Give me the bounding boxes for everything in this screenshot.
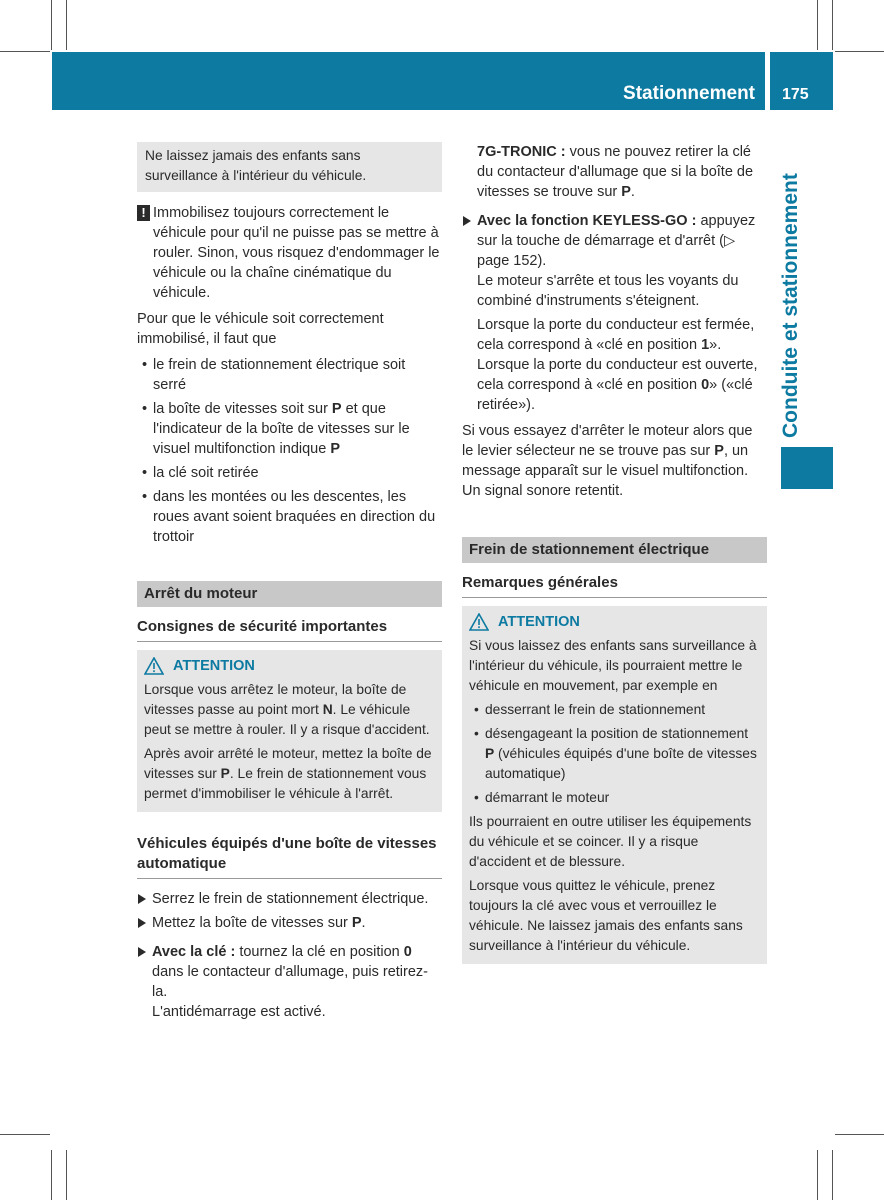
page-number-band [770, 52, 833, 110]
left-column [137, 142, 442, 1022]
note-text: Ne laissez jamais des enfants sans surveillance à l'intérieur du véhicule. [145, 148, 367, 183]
list-item [137, 399, 442, 459]
step-text [152, 913, 442, 933]
list-item [137, 463, 442, 483]
step-text [477, 211, 767, 271]
crop-mark [51, 0, 52, 50]
crop-mark [832, 0, 833, 50]
page-title: Stationnement [623, 83, 755, 104]
instruction-step [137, 913, 442, 933]
bold-text: Avec la fonction KEYLESS-GO : [477, 213, 697, 229]
subheading: Remarques générales [462, 573, 767, 598]
step-result: L'antidémarrage est activé. [152, 1004, 326, 1020]
section-title-bar: Frein de stationnement électrique [462, 537, 767, 563]
bullet-list [469, 700, 760, 808]
attention-text [144, 744, 435, 804]
attention-label: ATTENTION [173, 658, 255, 674]
warning-triangle-icon [144, 657, 164, 675]
crop-mark [51, 1150, 52, 1200]
subheading: Consignes de sécurité importantes [137, 617, 442, 642]
intro-text: Pour que le véhicule soit correctement immobilisé, il faut que [137, 311, 384, 347]
list-item-text: (véhicules équipés d'une boîte de vitesses automatique) [485, 746, 757, 781]
header-band [52, 52, 765, 110]
bold-text: P [351, 915, 362, 931]
list-item-text: dans les montées ou les descentes, les roues avant soient braquées en direction du trottoir [153, 489, 436, 545]
bullet-list [137, 355, 442, 547]
text: , un message apparaît sur le visuel multifonction. Un signal sonore retentit. [462, 443, 749, 499]
list-item [469, 724, 760, 784]
attention-text: Lorsque vous quittez le véhicule, prenez toujours la clé avec vous et verrouillez le véhicule. Ne laissez jamais des enfants sans surveillance à l'intérieur du véhicule. [469, 878, 743, 953]
side-tab-label: Conduite et stationnement [779, 173, 802, 438]
attention-text: Si vous laissez des enfants sans surveillance à l'intérieur du véhicule, ils pourraient mettre le véhicule en mouvement, par exemple en [469, 638, 757, 693]
text: dans le contacteur d'allumage, puis retirez-la. [152, 964, 428, 1000]
crop-mark [0, 51, 50, 52]
step-text: Serrez le frein de stationnement électrique. [152, 891, 429, 907]
crop-mark [835, 1134, 884, 1135]
text: Mettez la boîte de vitesses sur [152, 915, 352, 931]
step-result [477, 315, 767, 415]
lever-text [462, 421, 767, 501]
bold-text: P [330, 441, 340, 457]
right-column [462, 142, 767, 964]
list-item-text: desserrant le frein de stationnement [485, 702, 706, 717]
bold-text: P [220, 766, 230, 781]
crop-mark [817, 1150, 818, 1200]
bold-text: 7G-TRONIC : [477, 144, 566, 160]
bold-text: P [621, 184, 631, 200]
text: Après avoir arrêté le moteur, mettez la boîte de vitesses sur [144, 746, 432, 781]
attention-text [144, 680, 435, 740]
crop-mark [835, 51, 884, 52]
list-item-text: la clé soit retirée [153, 465, 259, 481]
text: vous ne pouvez retirer la clé du contacteur d'allumage que si la boîte de vitesses se trouve sur [477, 144, 754, 200]
list-item [137, 355, 442, 395]
text: Lorsque vous arrêtez le moteur, la boîte de vitesses passe au point mort [144, 682, 407, 717]
warning-text: Immobilisez toujours correctement le véhicule pour qu'il ne puisse pas se mettre à rouler. Sinon, vous risquez d'endommager le véhicule ou la chaîne cinématique du véhicule. [153, 205, 440, 301]
warning-paragraph [137, 203, 442, 303]
text: . Le véhicule peut se mettre à rouler. Il y a risque d'accident. [144, 702, 430, 737]
attention-heading [144, 656, 435, 676]
bold-text: 0 [701, 377, 710, 393]
list-item [469, 700, 760, 720]
subheading: Véhicules équipés d'une boîte de vitesses automatique [137, 834, 442, 879]
list-item-text: désengageant la position de stationnement [485, 726, 749, 741]
instruction-step [462, 211, 767, 415]
bold-text: P [714, 443, 724, 459]
bold-text: N [322, 702, 333, 717]
text: tournez la clé en position [235, 944, 404, 960]
attention-heading [469, 612, 760, 632]
tronic-text [477, 142, 767, 202]
list-item [137, 487, 442, 547]
text: . [361, 915, 366, 931]
step-text [152, 942, 442, 1002]
attention-text: Ils pourraient en outre utiliser les équipements du véhicule et se coincer. Il y a risque d'accident et de blessure. [469, 814, 752, 869]
list-item-text: et que l'indicateur de la boîte de vitesses sur le visuel multifonction indique [153, 401, 410, 457]
instruction-step [137, 889, 442, 909]
text: Si vous essayez d'arrêter le moteur alors que le levier sélecteur ne se trouve pas sur [462, 423, 753, 459]
note-box [137, 142, 442, 192]
list-item-text: la boîte de vitesses soit sur [153, 401, 332, 417]
bold-text: P [331, 401, 342, 417]
list-item-text: le frein de stationnement électrique soit serré [153, 357, 406, 393]
exclamation-icon: ! [137, 205, 150, 221]
list-item [469, 788, 760, 808]
text: » («clé retirée»). [477, 377, 753, 413]
bold-text: Avec la clé : [152, 944, 236, 960]
instruction-step [137, 942, 442, 1022]
text: . Le frein de stationnement vous permet d'immobiliser le véhicule à l'arrêt. [144, 766, 427, 801]
attention-box [462, 606, 767, 964]
crop-mark [817, 0, 818, 50]
tronic-note [462, 142, 767, 202]
attention-label: ATTENTION [498, 614, 580, 630]
text: . [630, 184, 635, 200]
page-number: 175 [782, 86, 809, 103]
side-tab [776, 168, 806, 438]
section-title-bar: Arrêt du moteur [137, 581, 442, 607]
step-result: Le moteur s'arrête et tous les voyants du combiné d'instruments s'éteignent. [477, 273, 739, 309]
warning-triangle-icon [469, 613, 489, 631]
side-tab-marker [781, 447, 833, 489]
bold-text: P [485, 746, 495, 761]
bold-text: 1 [701, 337, 710, 353]
attention-box [137, 650, 442, 812]
bold-text: 0 [403, 944, 412, 960]
crop-mark [66, 0, 67, 50]
list-item-text: démarrant le moteur [485, 790, 610, 805]
crop-mark [832, 1150, 833, 1200]
crop-mark [0, 1134, 50, 1135]
text: Lorsque la porte du conducteur est fermée, cela correspond à «clé en position [477, 317, 755, 353]
text: ». Lorsque la porte du conducteur est ouverte, cela correspond à «clé en position [477, 337, 758, 393]
text: appuyez sur la touche de démarrage et d'arrêt (▷ page 152). [477, 213, 756, 269]
crop-mark [66, 1150, 67, 1200]
